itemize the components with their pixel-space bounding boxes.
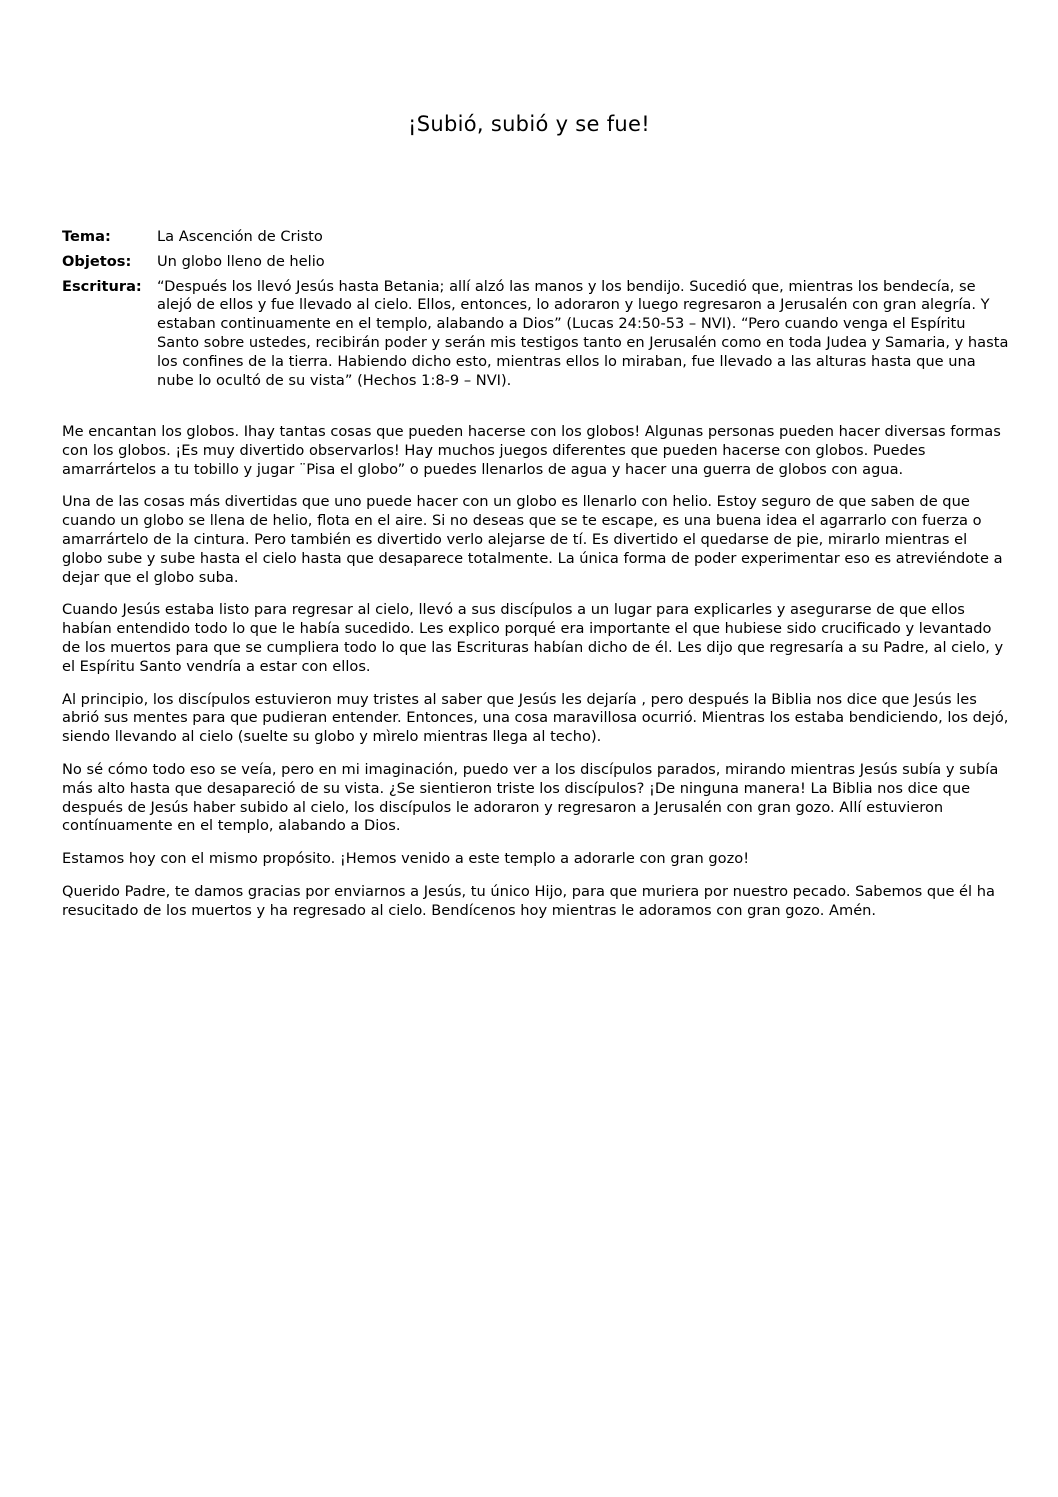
sermon-body (62, 423, 1012, 935)
objetos-label: Objetos: (62, 252, 132, 270)
paragraph: Estamos hoy con el mismo propósito. ¡Hemos venido a este templo a adorarle con gran gozo! (62, 850, 750, 868)
paragraph: Me encantan los globos. Ihay tantas cosas que pueden hacerse con los globos! Algunas personas pueden hacer diversas formas con los globos. ¡Es muy divertido observarlos! Hay muchos juegos diferentes que pueden hacerse con globos. Puedes amarrártelos a tu tobillo y jugar ¨Pisa el globo” o puedes llenarlos de agua y hacer una guerra de globos con agua. (62, 423, 1001, 478)
meta-row-tema (62, 228, 1012, 247)
tema-label: Tema: (62, 228, 111, 245)
escritura-value: “Después los llevó Jesús hasta Betania; allí alzó las manos y los bendijo. Sucedió que, mientras los bendecía, se alejó de ellos y fue llevado al cielo. Ellos, entonces, lo adoraron y luego regresaron a Jerusalén con gran alegría. Y estaban continuamente en el templo, alabando a Dios” (Lucas 24:50-53 – NVI). “Pero cuando venga el Espíritu Santo sobre ustedes, recibirán poder y serán mis testigos tanto en Jerusalén como en toda Judea y Samaria, y hasta los confines de la tierra. Habiendo dicho esto, mientras ellos lo miraban, fue llevado a las alturas hasta que una nube lo ocultó de su vista” (Hechos 1:8-9 – NVI). (157, 277, 1009, 389)
objetos-value: Un globo lleno de helio (157, 252, 325, 270)
escritura-label: Escritura: (62, 277, 142, 295)
sermon-metadata (62, 228, 1012, 396)
page-title: ¡Subió, subió y se fue! (408, 112, 650, 136)
paragraph: No sé cómo todo eso se veía, pero en mi imaginación, puedo ver a los discípulos parados, mirando mientras Jesús subía y subía más alto hasta que desapareció de su vista. ¿Se sientieron triste los discípulos? ¡De ninguna manera! La Biblia nos dice que después de Jesús haber subido al cielo, los discípulos le adoraron y regresaron a Jerusalén con gran gozo. Allí estuvieron contínuamente en el templo, alabando a Dios. (62, 760, 999, 835)
paragraph: Una de las cosas más divertidas que uno puede hacer con un globo es llenarlo con helio. Estoy seguro de que saben de que cuando un globo se llena de helio, flota en el aire. Si no deseas que se te escape, es una buena idea el agarrarlo con fuerza o amarrártelo de la cintura. Pero también es divertido verlo alejarse de tí. Es divertido el quedarse de pie, mirarlo mientras el globo sube y sube hasta el cielo hasta que desaparece totalmente. La única forma de poder experimentar eso es atreviéndote a dejar que el globo suba. (62, 493, 1003, 586)
closing-prayer: Querido Padre, te damos gracias por enviarnos a Jesús, tu único Hijo, para que muriera por nuestro pecado. Sabemos que él ha resucitado de los muertos y ha regresado al cielo. Bendícenos hoy mientras le adoramos con gran gozo. Amén. (62, 882, 995, 919)
paragraph: Al principio, los discípulos estuvieron muy tristes al saber que Jesús les dejaría , pero después la Biblia nos dice que Jesús les abrió sus mentes para que pudieran entender. Entonces, una cosa maravillosa ocurrió. Mientras los estaba bendiciendo, los dejó, siendo llevando al cielo (suelte su globo y mìrelo mientras llega al techo). (62, 690, 1009, 746)
meta-row-escritura (62, 278, 1012, 391)
paragraph: Cuando Jesús estaba listo para regresar al cielo, llevó a sus discípulos a un lugar para explicarles y asegurarse de que ellos habían entendido todo lo que le había sucedido. Les explico porqué era importante el que hubiese sido crucificado y levantado de los muertos para que se cumpliera todo lo que las Escrituras habían dicho de él. Les dijo que regresaría a su Padre, al cielo, y el Espíritu Santo vendría a estar con ellos. (62, 601, 1004, 675)
tema-value: La Ascención de Cristo (157, 228, 323, 245)
meta-row-objetos (62, 253, 1012, 272)
